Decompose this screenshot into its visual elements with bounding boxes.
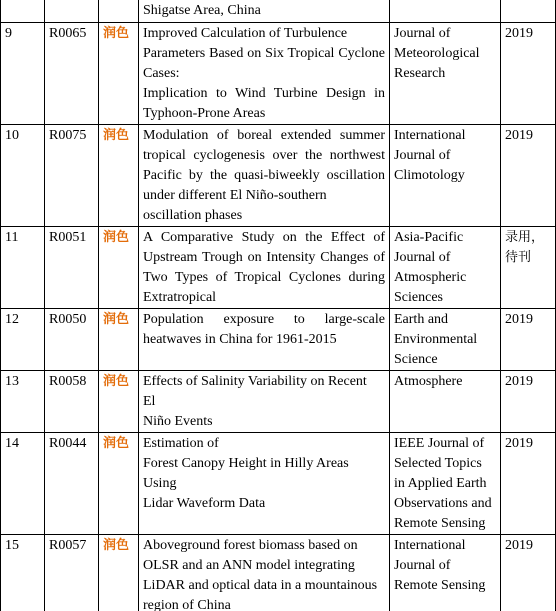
title-line: Parameters Based on Six Tropical Cyclone: [143, 45, 385, 61]
title-line: tropical cyclogenesis over the northwest: [143, 147, 385, 163]
cell-id: R0058: [45, 370, 99, 432]
title-line: Cases:: [143, 65, 180, 81]
cell-journal: [390, 370, 501, 432]
cell-title: [139, 308, 390, 370]
cell-no: 13: [1, 370, 45, 432]
journal-line: Research: [394, 65, 446, 81]
journal-line: Selected Topics: [394, 455, 482, 471]
title-line: OLSR and an ANN model integrating: [143, 557, 355, 573]
cell-id: R0057: [45, 534, 99, 611]
cell-tag: 润色: [99, 432, 139, 534]
year-status-line: 录用，: [505, 229, 545, 245]
cell-year: 2019: [501, 22, 556, 124]
table-row: [1, 432, 556, 534]
title-line: Using: [143, 475, 177, 491]
cell-tag: [99, 0, 139, 22]
cell-year: 2019: [501, 370, 556, 432]
title-line: A Comparative Study on the Effect of: [143, 229, 385, 245]
cell-tag: 润色: [99, 124, 139, 226]
cell-id: R0044: [45, 432, 99, 534]
cell-tag: 润色: [99, 370, 139, 432]
title-line: Improved Calculation of Turbulence: [143, 25, 348, 41]
table-row: [1, 308, 556, 370]
cell-title: [139, 226, 390, 308]
title-line: Population exposure to large-scale: [143, 311, 385, 327]
title-line: heatwaves in China for 1961-2015: [143, 331, 337, 347]
journal-line: Science: [394, 351, 438, 367]
cell-year: [501, 0, 556, 22]
journal-line: Journal of: [394, 557, 451, 573]
cell-year: [501, 226, 556, 308]
table-row-continuation: [1, 0, 556, 22]
cell-tag: 润色: [99, 22, 139, 124]
cell-journal: [390, 432, 501, 534]
title-line: Typhoon-Prone Areas: [143, 105, 266, 121]
journal-line: Sciences: [394, 289, 443, 305]
journal-line: Journal of: [394, 249, 451, 265]
title-line: Lidar Waveform Data: [143, 495, 266, 511]
cell-journal: [390, 0, 501, 22]
cell-title: [139, 22, 390, 124]
cell-journal: [390, 534, 501, 611]
cell-year: 2019: [501, 534, 556, 611]
title-line: Modulation of boreal extended summer: [143, 127, 385, 143]
title-line: Forest Canopy Height in Hilly Areas: [143, 455, 349, 471]
journal-line: Remote Sensing: [394, 515, 486, 531]
cell-id: R0065: [45, 22, 99, 124]
cell-title-fragment: Shigatse Area, China: [139, 0, 390, 22]
journal-line: Remote Sensing: [394, 577, 486, 593]
journal-line: International: [394, 127, 466, 143]
cell-journal: [390, 226, 501, 308]
cell-id: R0075: [45, 124, 99, 226]
journal-line: IEEE Journal of: [394, 435, 485, 451]
journal-line: International: [394, 537, 466, 553]
title-line: Aboveground forest biomass based on: [143, 537, 358, 553]
title-line: Effects of Salinity Variability on Recent: [143, 373, 367, 389]
cell-no: 11: [1, 226, 45, 308]
title-line: LiDAR and optical data in a mountainous: [143, 577, 378, 593]
title-line: Implication to Wind Turbine Design in: [143, 85, 385, 101]
journal-line: Observations and: [394, 495, 492, 511]
journal-line: Meteorological: [394, 45, 480, 61]
journal-line: in Applied Earth: [394, 475, 487, 491]
cell-title: [139, 432, 390, 534]
table-row: [1, 534, 556, 611]
year-status-line: 待刊: [505, 249, 532, 265]
table-row: [1, 124, 556, 226]
title-line: El: [143, 393, 156, 409]
journal-line: Atmospheric: [394, 269, 467, 285]
cell-id: R0050: [45, 308, 99, 370]
cell-title: [139, 370, 390, 432]
cell-tag: 润色: [99, 534, 139, 611]
cell-title: [139, 124, 390, 226]
journal-line: Asia-Pacific: [394, 229, 464, 245]
table-row: [1, 22, 556, 124]
journal-line: Earth and: [394, 311, 449, 327]
cell-no: 14: [1, 432, 45, 534]
title-line: region of China: [143, 597, 231, 611]
cell-tag: 润色: [99, 308, 139, 370]
title-line: under different El Niño-southern: [143, 187, 327, 203]
journal-line: Journal of: [394, 147, 451, 163]
title-line: Niño Events: [143, 413, 213, 429]
cell-id: [45, 0, 99, 22]
title-line: Pacific by the quasi-biweekly oscillation: [143, 167, 385, 183]
title-line: oscillation phases: [143, 207, 243, 223]
cell-tag: 润色: [99, 226, 139, 308]
cell-year: 2019: [501, 432, 556, 534]
table-row: [1, 370, 556, 432]
cell-year: 2019: [501, 124, 556, 226]
cell-no: 9: [1, 22, 45, 124]
cell-no: 12: [1, 308, 45, 370]
cell-title: [139, 534, 390, 611]
cell-id: R0051: [45, 226, 99, 308]
cell-journal: [390, 308, 501, 370]
cell-no: [1, 0, 45, 22]
journal-line: Environmental: [394, 331, 478, 347]
cell-journal: [390, 22, 501, 124]
journal-line: Journal of: [394, 25, 451, 41]
cell-journal: [390, 124, 501, 226]
cell-year: 2019: [501, 308, 556, 370]
journal-line: Climotology: [394, 167, 465, 183]
cell-no: 10: [1, 124, 45, 226]
table-row: [1, 226, 556, 308]
journal-line: Atmosphere: [394, 373, 463, 389]
title-line: Two Types of Tropical Cyclones during: [143, 269, 385, 285]
title-line: Estimation of: [143, 435, 219, 451]
cell-no: 15: [1, 534, 45, 611]
title-line: Extratropical: [143, 289, 217, 305]
title-line: Upstream Trough on Intensity Changes of: [143, 249, 385, 265]
